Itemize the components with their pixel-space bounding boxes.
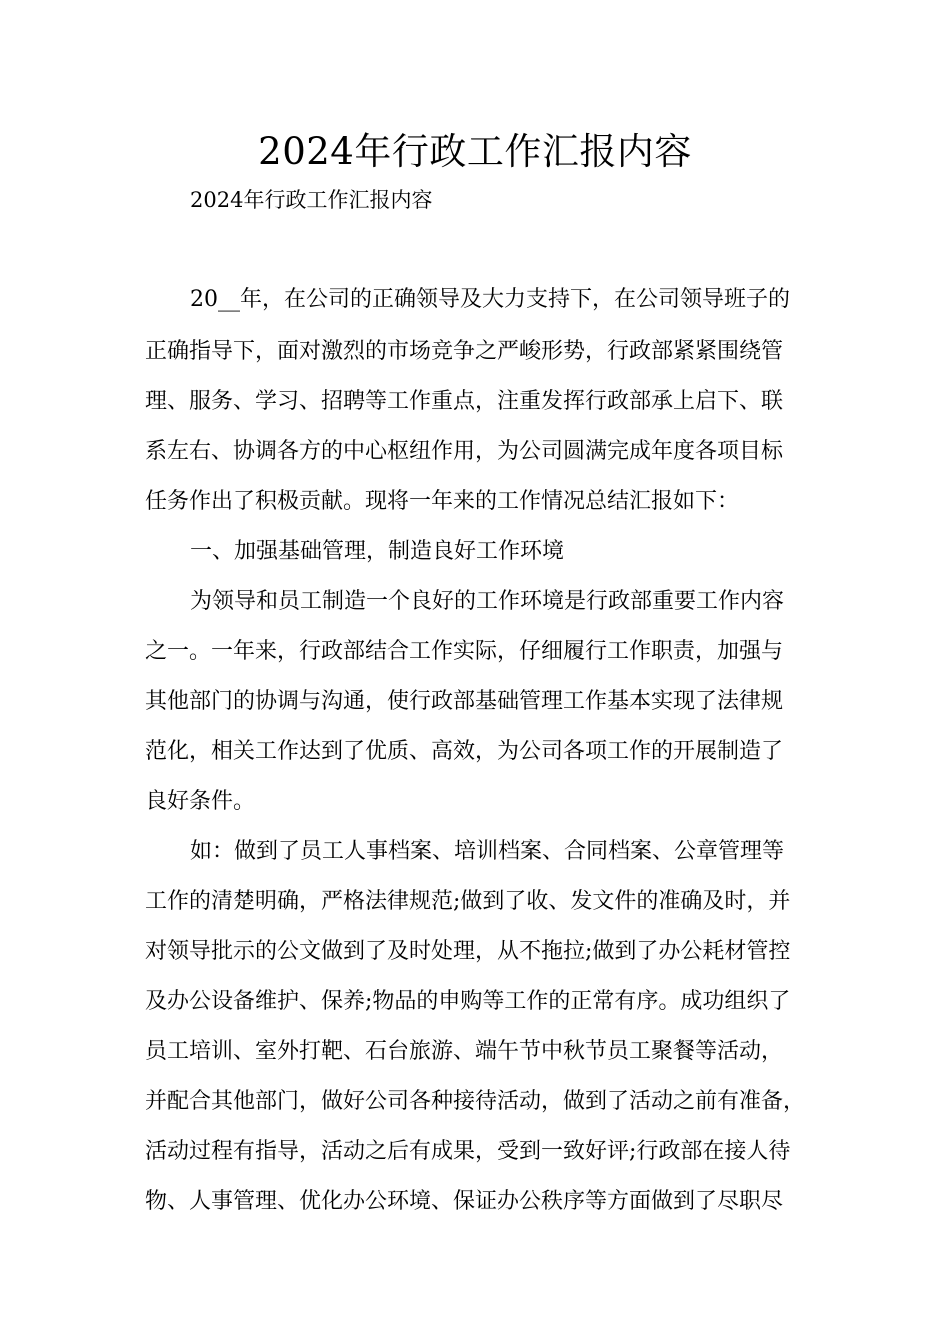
body-line: 如：做到了员工人事档案、培训档案、合同档案、公章管理等 bbox=[190, 839, 785, 864]
body-line: 理、服务、学习、招聘等工作重点，注重发挥行政部承上启下、联 bbox=[145, 389, 784, 414]
body-line: 之一。一年来，行政部结合工作实际，仔细履行工作职责，加强与 bbox=[145, 639, 784, 664]
body-line: 并配合其他部门，做好公司各种接待活动，做到了活动之前有准备， bbox=[145, 1089, 806, 1114]
body-line: 范化，相关工作达到了优质、高效，为公司各项工作的开展制造了 bbox=[145, 739, 784, 764]
body-line: 系左右、协调各方的中心枢纽作用，为公司圆满完成年度各项目标 bbox=[145, 439, 784, 464]
body-line: 工作的清楚明确，严格法律规范;做到了收、发文件的准确及时，并 bbox=[145, 889, 791, 914]
body-line: 物、人事管理、优化办公环境、保证办公秩序等方面做到了尽职尽 bbox=[145, 1189, 784, 1214]
document-subtitle: 2024年行政工作汇报内容 bbox=[190, 188, 433, 212]
body-line: 及办公设备维护、保养;物品的申购等工作的正常有序。成功组织了 bbox=[145, 989, 791, 1014]
body-line: 其他部门的协调与沟通，使行政部基础管理工作基本实现了法律规 bbox=[145, 689, 784, 714]
body-line: 任务作出了积极贡献。现将一年来的工作情况总结汇报如下： bbox=[145, 489, 740, 514]
body-line: 为领导和员工制造一个良好的工作环境是行政部重要工作内容 bbox=[190, 589, 785, 614]
body-line: 活动过程有指导，活动之后有成果，受到一致好评;行政部在接人待 bbox=[145, 1139, 791, 1164]
section-heading: 一、加强基础管理，制造良好工作环境 bbox=[190, 539, 565, 564]
body-line: 对领导批示的公文做到了及时处理，从不拖拉;做到了办公耗材管控 bbox=[145, 939, 791, 964]
body-line: 员工培训、室外打靶、石台旅游、端午节中秋节员工聚餐等活动， bbox=[145, 1039, 784, 1064]
body-line: 正确指导下，面对激烈的市场竞争之严峻形势，行政部紧紧围绕管 bbox=[145, 339, 784, 364]
body-line: 良好条件。 bbox=[145, 789, 256, 814]
document-title: 2024年行政工作汇报内容 bbox=[258, 130, 692, 173]
body-line: 20__年，在公司的正确领导及大力支持下，在公司领导班子的 bbox=[190, 287, 790, 312]
